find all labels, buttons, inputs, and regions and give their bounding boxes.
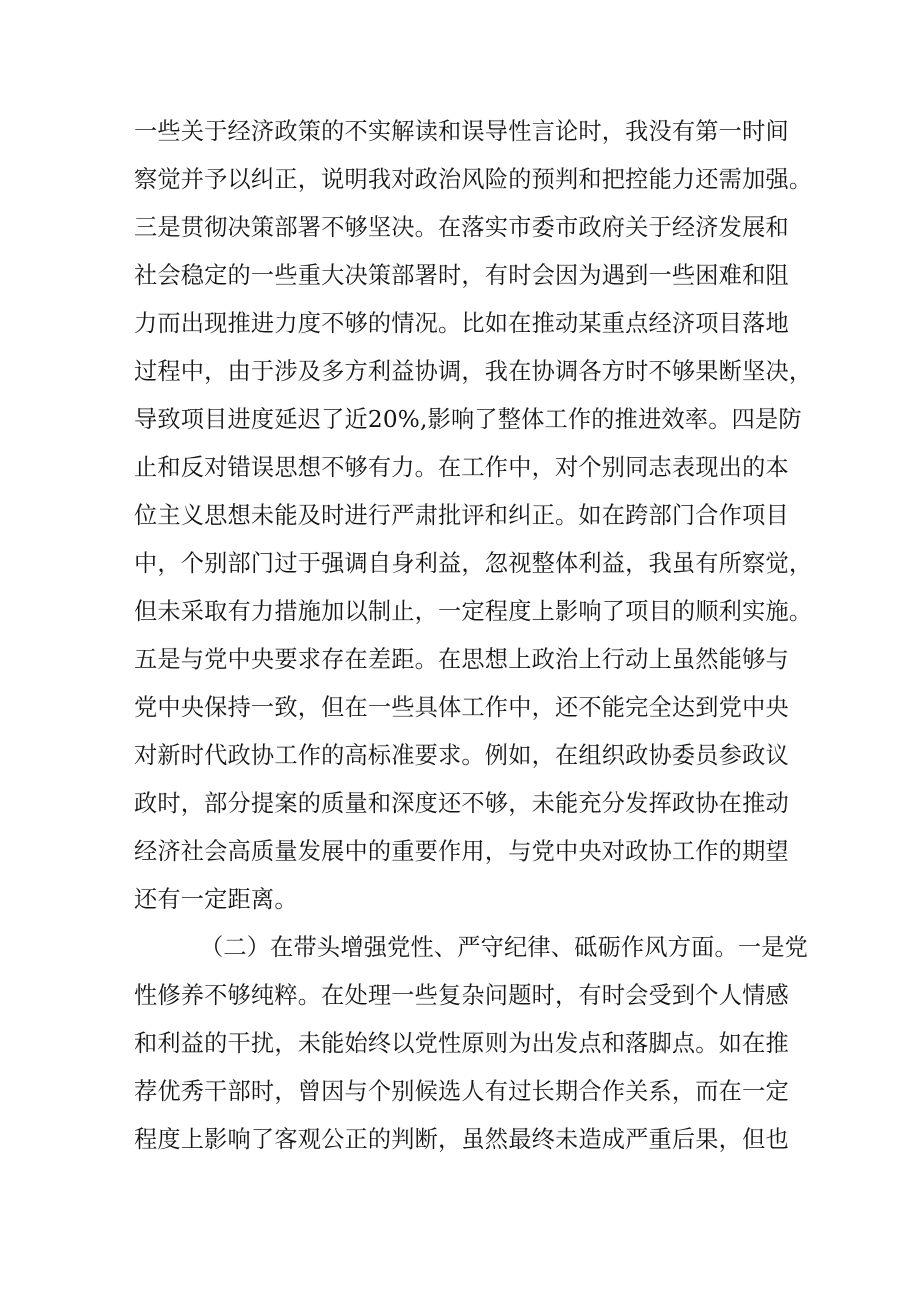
text-line-13: 党中央保持一致，但在一些具体工作中，还不能完全达到党中央 [134,694,789,721]
text-line-8: 止和反对错误思想不够有力。在工作中，对个别同志表现出的本 [134,454,789,481]
text-line-15: 政时，部分提案的质量和深度还不够，未能充分发挥政协在推动 [134,790,789,817]
text-line-3: 三是贯彻决策部署不够坚决。在落实市委市政府关于经济发展和 [134,214,789,241]
text-line-22: 程度上影响了客观公正的判断，虽然最终未造成严重后果，但也 [134,1126,789,1153]
text-line-18: （二）在带头增强党性、严守纪律、砥砺作风方面。一是党 [200,934,809,961]
text-line-6: 过程中，由于涉及多方利益协调，我在协调各方时不够果断坚决， [134,358,813,385]
text-line-4: 社会稳定的一些重大决策部署时，有时会因为遇到一些困难和阻 [134,262,789,289]
text-line-19: 性修养不够纯粹。在处理一些复杂问题时，有时会受到个人情感 [134,982,789,1009]
text-line-10: 中，个别部门过于强调自身利益，忽视整体利益，我虽有所察觉， [134,550,813,577]
text-line-12: 五是与党中央要求存在差距。在思想上政治上行动上虽然能够与 [134,646,789,673]
text-line-1: 一些关于经济政策的不实解读和误导性言论时，我没有第一时间 [134,118,789,145]
text-line-7: 导致项目进度延迟了近20%,影响了整体工作的推进效率。四是防 [134,406,802,433]
text-line-2: 察觉并予以纠正，说明我对政治风险的预判和把控能力还需加强。 [134,166,813,193]
text-line-20: 和利益的干扰，未能始终以党性原则为出发点和落脚点。如在推 [134,1030,789,1057]
text-line-9: 位主义思想未能及时进行严肃批评和纠正。如在跨部门合作项目 [134,502,789,529]
text-line-14: 对新时代政协工作的高标准要求。例如，在组织政协委员参政议 [134,742,789,769]
text-line-11: 但未采取有力措施加以制止，一定程度上影响了项目的顺利实施。 [134,598,813,625]
text-line-17: 还有一定距离。 [134,886,298,913]
text-line-21: 荐优秀干部时，曾因与个别候选人有过长期合作关系，而在一定 [134,1078,789,1105]
text-line-16: 经济社会高质量发展中的重要作用，与党中央对政协工作的期望 [134,838,789,865]
text-line-5: 力而出现推进力度不够的情况。比如在推动某重点经济项目落地 [134,310,789,337]
